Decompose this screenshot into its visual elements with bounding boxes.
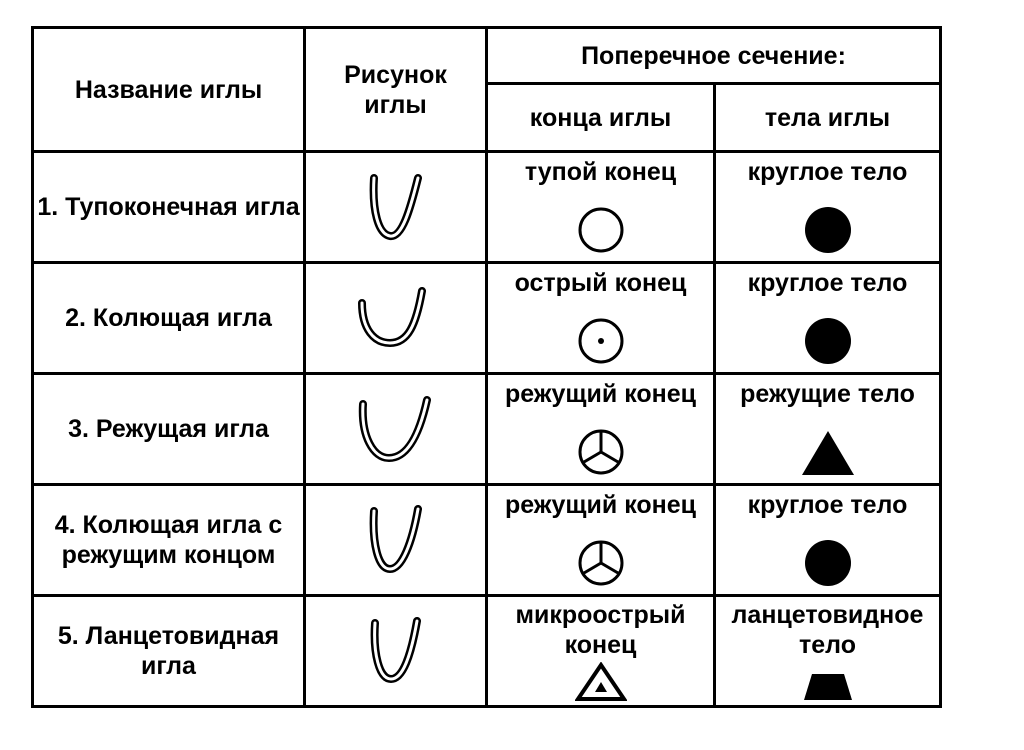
- body-section-cell: [715, 152, 941, 263]
- header-picture-cell: [305, 28, 487, 152]
- header-name-cell: [33, 28, 305, 152]
- tip-section-cell: [487, 152, 715, 263]
- needle-name-cell: [33, 263, 305, 374]
- tip-section-cell: [487, 485, 715, 596]
- round-body-icon: [803, 538, 853, 588]
- needle-drawing-icon: [357, 392, 435, 466]
- body-label: режущие тело: [740, 380, 915, 408]
- needle-name: 2. Колющая игла: [65, 304, 272, 332]
- needle-name: 5. Ланцетовидная игла: [57, 622, 280, 680]
- header-picture-label: Рисунок иглы: [344, 60, 447, 119]
- body-label: круглое тело: [747, 491, 908, 519]
- tip-label: острый конец: [514, 269, 687, 297]
- body-section-cell: [715, 374, 941, 485]
- micro-sharp-tip-icon: [575, 662, 627, 702]
- round-body-icon: [803, 316, 853, 366]
- tip-section-cell: [487, 596, 715, 707]
- needle-name: 3. Режущая игла: [68, 415, 269, 443]
- table-row: [33, 374, 941, 485]
- tip-section-cell: [487, 374, 715, 485]
- body-label: ланцетовидное тело: [731, 601, 924, 659]
- needle-name-cell: [33, 485, 305, 596]
- tip-label: режущий конец: [504, 491, 697, 519]
- header-body-label: тела иглы: [764, 103, 891, 132]
- needle-picture-cell: [305, 263, 487, 374]
- table-row: [33, 152, 941, 263]
- header-tip-label: конца иглы: [529, 103, 672, 132]
- tip-label: микроострый конец: [515, 601, 686, 659]
- body-label: круглое тело: [747, 269, 908, 297]
- table-row: [33, 596, 941, 707]
- needle-types-table: [31, 26, 942, 708]
- needle-picture-cell: [305, 152, 487, 263]
- body-label: круглое тело: [747, 158, 908, 186]
- table-row: [33, 485, 941, 596]
- needle-drawing-icon: [356, 285, 436, 351]
- header-body-cell: [715, 84, 941, 152]
- needle-name-cell: [33, 596, 305, 707]
- header-cross-section-label: Поперечное сечение:: [581, 41, 846, 70]
- needle-name: 4. Колющая игла с режущим концом: [54, 511, 283, 569]
- needle-picture-cell: [305, 485, 487, 596]
- needle-picture-cell: [305, 596, 487, 707]
- lancet-body-icon: [802, 672, 854, 702]
- needle-drawing-icon: [367, 615, 425, 687]
- needle-name-cell: [33, 374, 305, 485]
- body-section-cell: [715, 485, 941, 596]
- needle-drawing-icon: [366, 170, 426, 244]
- header-tip-cell: [487, 84, 715, 152]
- table-row: [33, 263, 941, 374]
- tip-label: тупой конец: [524, 158, 677, 186]
- needle-picture-cell: [305, 374, 487, 485]
- body-section-cell: [715, 596, 941, 707]
- needle-name: 1. Тупоконечная игла: [37, 193, 300, 221]
- needle-drawing-icon: [366, 503, 426, 577]
- needle-name-cell: [33, 152, 305, 263]
- tip-label: режущий конец: [504, 380, 697, 408]
- header-name-label: Название иглы: [74, 75, 263, 104]
- tip-section-cell: [487, 263, 715, 374]
- header-cross-section-cell: [487, 28, 941, 84]
- body-section-cell: [715, 263, 941, 374]
- round-body-icon: [803, 205, 853, 255]
- cutting-tip-icon: [576, 538, 626, 588]
- header-row-top: [33, 28, 941, 84]
- triangle-body-icon: [800, 429, 856, 477]
- cutting-tip-icon: [576, 427, 626, 477]
- sharp-tip-icon: [576, 316, 626, 366]
- blunt-tip-icon: [576, 205, 626, 255]
